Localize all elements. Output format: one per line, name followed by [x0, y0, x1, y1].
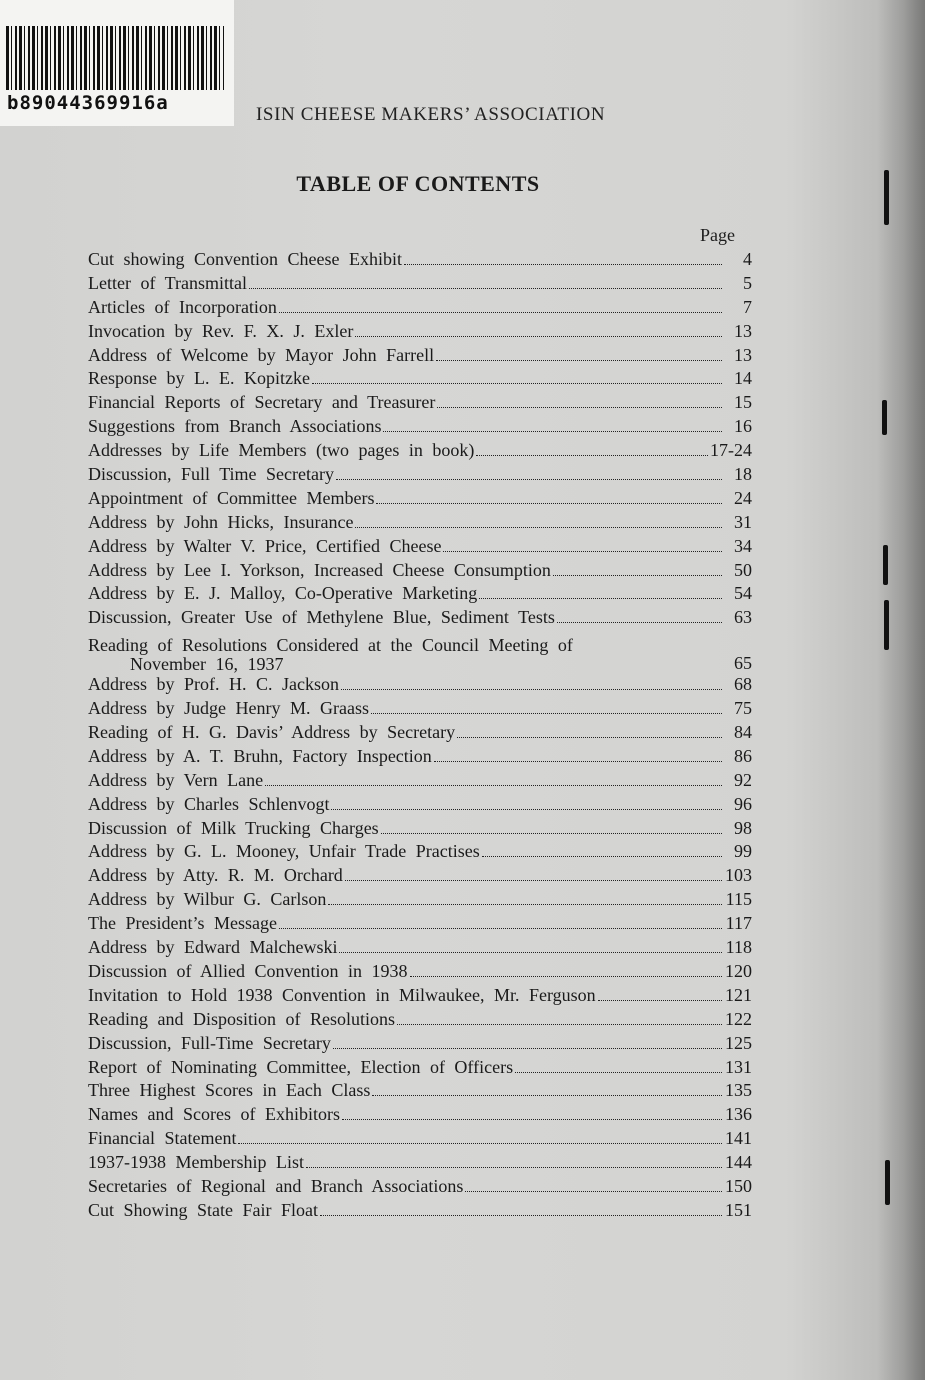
barcode — [6, 26, 224, 90]
toc-entry-page-number: 24 — [734, 487, 752, 508]
toc-entry — [88, 1176, 752, 1200]
dot-leader — [376, 503, 722, 504]
dot-leader — [342, 1119, 722, 1120]
toc-entry-title: Address by Walter V. Price, Certified Cheese — [88, 535, 442, 556]
toc-entry-title: Reading of H. G. Davis’ Address by Secretary — [88, 722, 456, 743]
toc-entry — [88, 488, 752, 512]
dot-leader — [479, 598, 722, 599]
dot-leader — [482, 856, 722, 857]
toc-entry-page-number: 17-24 — [710, 440, 752, 461]
toc-entry-title: Discussion, Greater Use of Methylene Blue, Sediment Tests — [88, 607, 555, 628]
toc-entry-title: Address by Charles Schlenvogt — [88, 793, 330, 814]
toc-entry-page-number: 135 — [725, 1080, 752, 1101]
dot-leader — [265, 785, 722, 786]
dot-leader — [328, 904, 722, 905]
dot-leader — [238, 1143, 722, 1144]
dot-leader — [306, 1167, 722, 1168]
toc-entry-page-number: 68 — [734, 674, 752, 695]
toc-entry-title: Address by Lee I. Yorkson, Increased Cheese Consumption — [88, 559, 551, 580]
dot-leader — [598, 1000, 722, 1001]
dot-leader — [383, 431, 722, 432]
dot-leader — [339, 952, 722, 953]
toc-entry-title: Address by G. L. Mooney, Unfair Trade Practises — [88, 841, 480, 862]
binding-mark — [883, 545, 888, 585]
toc-entry — [88, 985, 752, 1009]
toc-entry-title-line-1: Reading of Resolutions Considered at the Council Meeting of — [88, 635, 573, 656]
toc-entry — [88, 273, 752, 297]
binding-mark — [884, 600, 889, 650]
dot-leader — [336, 479, 722, 480]
dot-leader — [355, 336, 722, 337]
page-column-label: Page — [700, 225, 735, 245]
dot-leader — [443, 551, 722, 552]
running-header: ISIN CHEESE MAKERS’ ASSOCIATION — [256, 104, 606, 125]
binding-mark — [885, 1160, 890, 1205]
toc-entry — [88, 560, 752, 584]
barcode-label — [0, 0, 234, 126]
toc-entry-title — [88, 636, 724, 674]
toc-entry-page-number: 15 — [734, 392, 752, 413]
toc-entry — [88, 818, 752, 842]
toc-entry-page-number: 115 — [725, 889, 752, 910]
toc-entry — [88, 961, 752, 985]
toc-entry-title: Discussion, Full Time Secretary — [88, 464, 335, 485]
toc-entry-page-number: 125 — [725, 1032, 752, 1053]
barcode-number: b89044369916a — [7, 92, 169, 114]
toc-entry-page-number: 65 — [734, 653, 752, 674]
toc-entry-title: Address by Wilbur G. Carlson — [88, 889, 327, 910]
toc-entry-page-number: 99 — [734, 841, 752, 862]
toc-entry-page-number: 144 — [725, 1152, 752, 1173]
toc-entry-page-number: 151 — [725, 1199, 752, 1220]
toc-entry-page-number: 13 — [734, 344, 752, 365]
toc-entry — [88, 392, 752, 416]
toc-entry-page-number: 96 — [734, 793, 752, 814]
dot-leader — [331, 809, 722, 810]
toc-entry-page-number: 103 — [725, 865, 752, 886]
toc-entry-page-number: 13 — [734, 320, 752, 341]
dot-leader — [465, 1191, 722, 1192]
toc-entry-page-number: 141 — [725, 1128, 752, 1149]
dot-leader — [345, 880, 722, 881]
dot-leader — [333, 1048, 722, 1049]
dot-leader — [515, 1072, 722, 1073]
toc-entry-title: Suggestions from Branch Associations — [88, 416, 382, 437]
toc-entry — [88, 841, 752, 865]
toc-entry-title: Letter of Transmittal — [88, 272, 247, 293]
toc-entry — [88, 794, 752, 818]
dot-leader — [341, 689, 722, 690]
toc-entry-page-number: 75 — [734, 698, 752, 719]
toc-entry — [88, 368, 752, 392]
toc-entry — [88, 583, 752, 607]
toc-entry — [88, 297, 752, 321]
toc-entry-title: Address by Vern Lane — [88, 769, 264, 790]
toc-entry — [88, 321, 752, 345]
toc-entry-title: Secretaries of Regional and Branch Associations — [88, 1175, 464, 1196]
toc-entry-page-number: 98 — [734, 817, 752, 838]
dot-leader — [397, 1024, 722, 1025]
toc-entry-title: Discussion of Milk Trucking Charges — [88, 817, 379, 838]
toc-entry — [88, 698, 752, 722]
dot-leader — [355, 527, 722, 528]
dot-leader — [312, 383, 722, 384]
toc-entry-page-number: 7 — [743, 296, 752, 317]
toc-entry — [88, 1033, 752, 1057]
toc-entry-page-number: 4 — [743, 249, 752, 269]
toc-entry — [88, 865, 752, 889]
page-title: TABLE OF CONTENTS — [296, 171, 540, 196]
toc-entry-title: Address by Atty. R. M. Orchard — [88, 865, 343, 886]
dot-leader — [249, 288, 722, 289]
toc-entry-page-number: 131 — [725, 1056, 752, 1077]
toc-entry-page-number: 5 — [743, 272, 752, 293]
dot-leader — [553, 575, 722, 576]
toc-entry — [88, 464, 752, 488]
toc-entry-page-number: 84 — [734, 722, 752, 743]
table-of-contents — [88, 249, 752, 1224]
toc-entry — [88, 249, 752, 273]
dot-leader — [476, 455, 708, 456]
toc-entry-title: Discussion, Full-Time Secretary — [88, 1032, 331, 1053]
toc-entry — [88, 536, 752, 560]
dot-leader — [279, 312, 722, 313]
toc-entry — [88, 512, 752, 536]
toc-entry-title: Address by Judge Henry M. Graass — [88, 698, 369, 719]
toc-entry-title: Reading and Disposition of Resolutions — [88, 1008, 395, 1029]
toc-entry-page-number: 14 — [734, 368, 752, 389]
dot-leader — [279, 928, 722, 929]
toc-entry-page-number: 117 — [725, 913, 752, 934]
toc-entry-title: Financial Statement — [88, 1128, 237, 1149]
toc-entry-page-number: 86 — [734, 745, 752, 766]
toc-entry-title: Cut showing Convention Cheese Exhibit — [88, 249, 402, 269]
toc-entry — [88, 746, 752, 770]
toc-entry — [88, 1152, 752, 1176]
toc-entry-title: Invocation by Rev. F. X. J. Exler — [88, 320, 354, 341]
toc-entry-title: Invitation to Hold 1938 Convention in Milwaukee, Mr. Ferguson — [88, 984, 596, 1005]
toc-entry — [88, 607, 752, 631]
dot-leader — [436, 360, 722, 361]
toc-entry — [88, 1057, 752, 1081]
toc-entry-title: Address by A. T. Bruhn, Factory Inspection — [88, 745, 432, 766]
toc-entry-page-number: 34 — [734, 535, 752, 556]
toc-entry-title: Report of Nominating Committee, Election of Officers — [88, 1056, 514, 1077]
toc-entry-page-number: 120 — [725, 960, 752, 981]
toc-entry-page-number: 118 — [725, 937, 752, 958]
toc-entry-title: Financial Reports of Secretary and Treasurer — [88, 392, 436, 413]
dot-leader — [457, 737, 722, 738]
toc-entry-page-number: 16 — [734, 416, 752, 437]
toc-entry — [88, 722, 752, 746]
toc-entry-title: Address by Edward Malchewski — [88, 937, 338, 958]
toc-entry — [88, 1009, 752, 1033]
toc-entry-title: Response by L. E. Kopitzke — [88, 368, 310, 389]
toc-entry-page-number: 54 — [734, 583, 752, 604]
toc-entry-title: Names and Scores of Exhibitors — [88, 1104, 340, 1125]
toc-entry-page-number: 31 — [734, 511, 752, 532]
toc-entry-title: The President’s Message — [88, 913, 277, 934]
toc-entry-title: Articles of Incorporation — [88, 296, 277, 317]
dot-leader — [381, 833, 722, 834]
toc-entry-title-line-2: November 16, 1937 — [130, 654, 284, 675]
toc-entry-title: Address of Welcome by Mayor John Farrell — [88, 344, 435, 365]
toc-entry — [88, 913, 752, 937]
dot-leader — [404, 264, 722, 265]
toc-entry-title: Address by Prof. H. C. Jackson — [88, 674, 339, 695]
toc-entry-title: Address by E. J. Malloy, Co-Operative Marketing — [88, 583, 478, 604]
toc-entry — [88, 889, 752, 913]
dot-leader — [434, 761, 722, 762]
binding-mark — [882, 400, 887, 435]
toc-entry — [88, 1080, 752, 1104]
toc-entry-page-number: 121 — [725, 984, 752, 1005]
toc-entry-page-number: 92 — [734, 769, 752, 790]
dot-leader — [371, 713, 722, 714]
toc-entry-title: 1937-1938 Membership List — [88, 1152, 304, 1173]
toc-entry — [88, 1128, 752, 1152]
toc-entry — [88, 1104, 752, 1128]
toc-entry — [88, 631, 752, 674]
toc-entry — [88, 937, 752, 961]
dot-leader — [372, 1095, 722, 1096]
toc-entry — [88, 674, 752, 698]
toc-entry-title: Cut Showing State Fair Float — [88, 1199, 319, 1220]
toc-entry-page-number: 18 — [734, 464, 752, 485]
dot-leader — [320, 1215, 722, 1216]
toc-entry — [88, 770, 752, 794]
dot-leader — [410, 976, 723, 977]
toc-entry-page-number: 150 — [725, 1175, 752, 1196]
toc-entry-page-number: 136 — [725, 1104, 752, 1125]
dot-leader — [437, 407, 722, 408]
toc-entry-page-number: 50 — [734, 559, 752, 580]
dot-leader — [557, 622, 722, 623]
toc-entry-title: Discussion of Allied Convention in 1938 — [88, 960, 408, 981]
toc-entry — [88, 345, 752, 369]
toc-entry-page-number: 63 — [734, 607, 752, 628]
toc-entry — [88, 440, 752, 464]
toc-entry-page-number: 122 — [725, 1008, 752, 1029]
toc-entry-title: Addresses by Life Members (two pages in book) — [88, 440, 475, 461]
binding-mark — [884, 170, 889, 225]
toc-entry — [88, 1200, 752, 1224]
toc-entry-title: Appointment of Committee Members — [88, 487, 375, 508]
toc-entry — [88, 416, 752, 440]
toc-entry-title: Address by John Hicks, Insurance — [88, 511, 354, 532]
toc-entry-title: Three Highest Scores in Each Class — [88, 1080, 371, 1101]
